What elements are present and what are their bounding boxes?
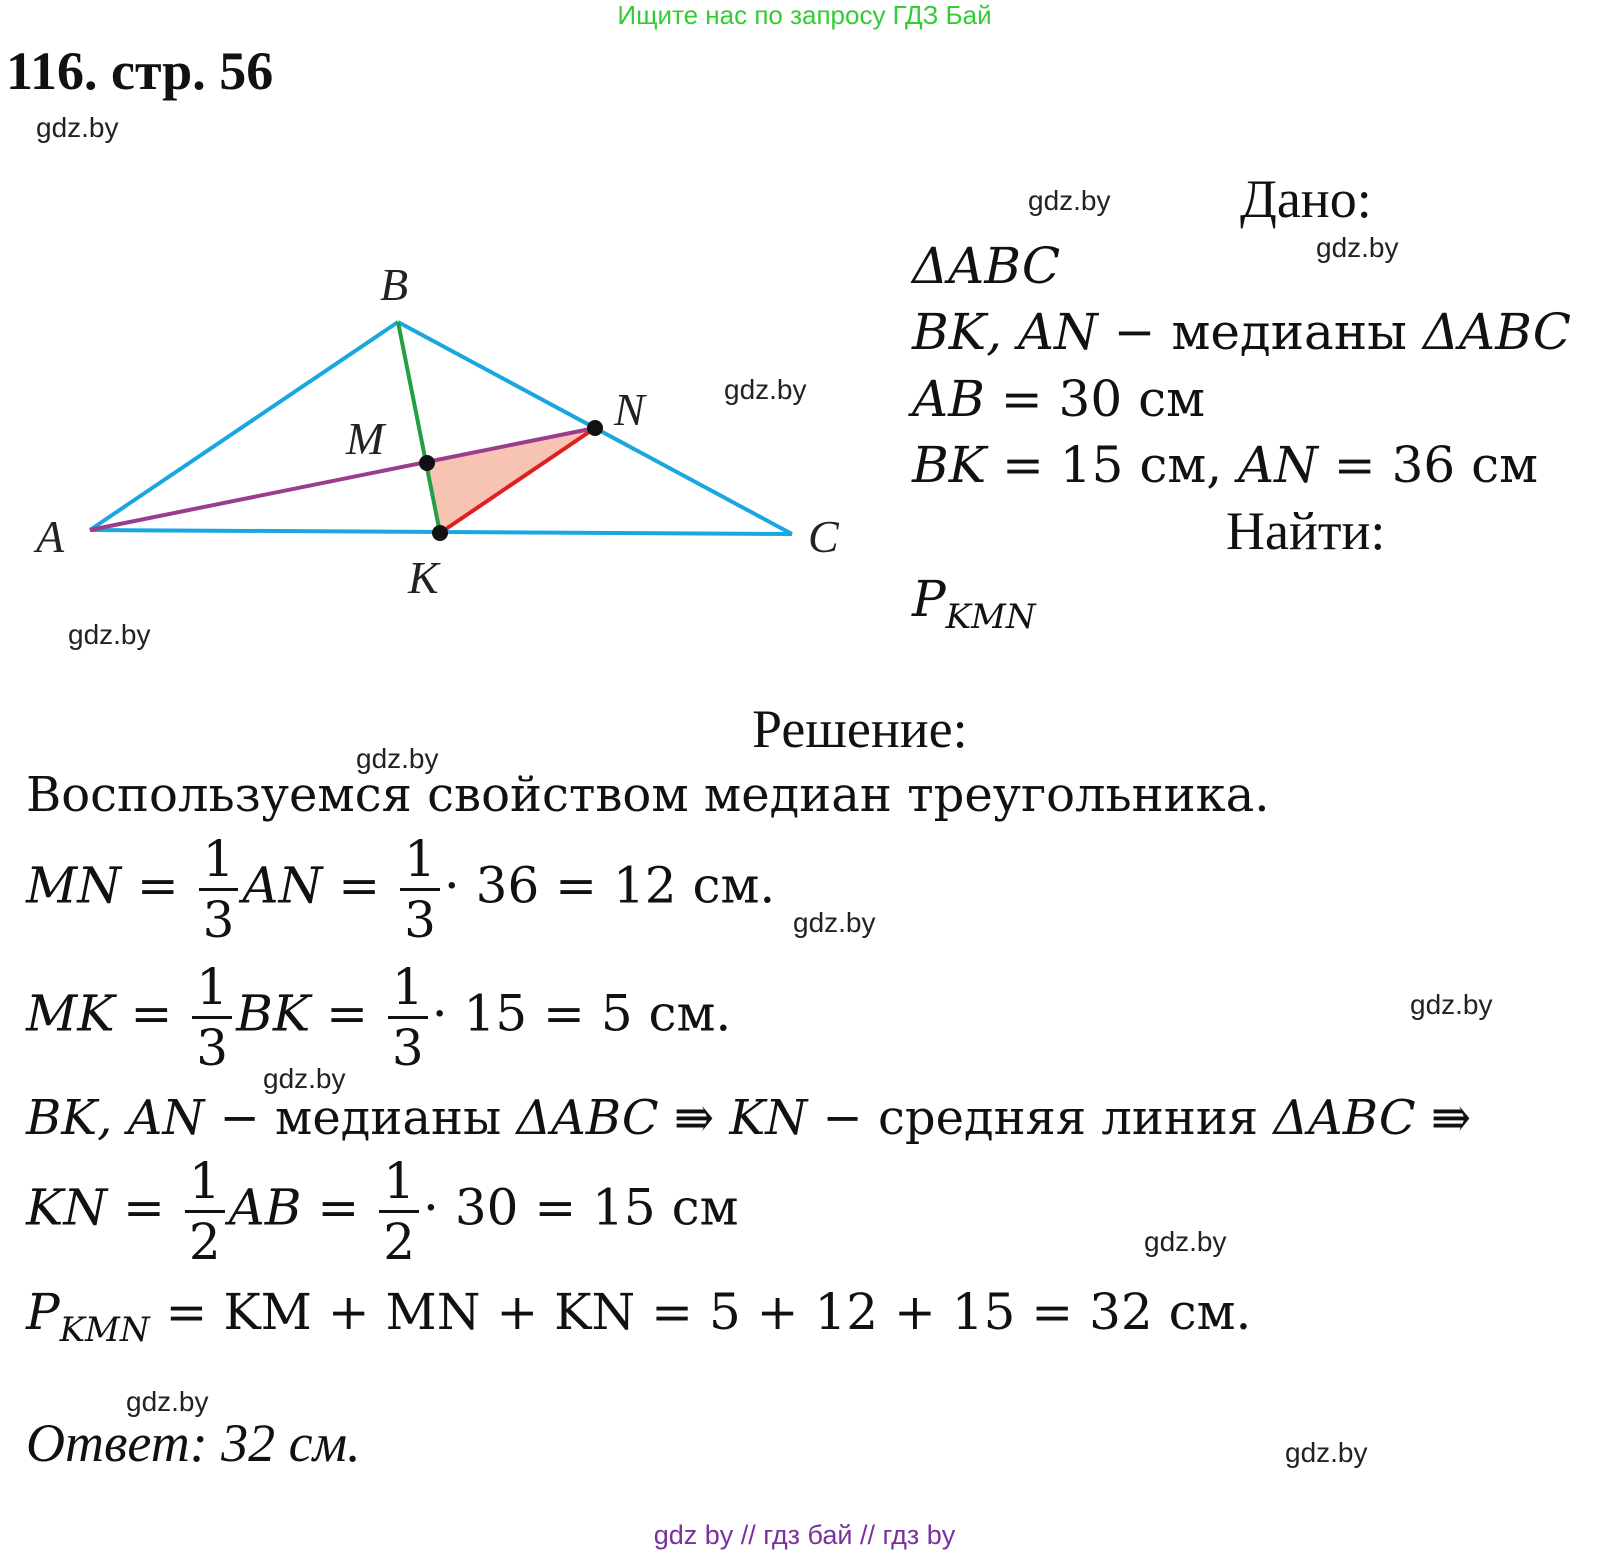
- given-line-3: [912, 370, 1205, 428]
- watermark: gdz.by: [263, 1063, 346, 1094]
- fraction-num: 1: [379, 1156, 419, 1213]
- given-ab-value: = 30 см: [1000, 370, 1205, 428]
- fraction-num: 1: [388, 962, 428, 1019]
- fraction-den: 3: [404, 891, 436, 949]
- eq2-equals: =: [326, 984, 369, 1043]
- given-medians-vars: BK, AN: [912, 303, 1098, 361]
- find-heading: Найти:: [1226, 501, 1386, 561]
- eq4-var: AB: [228, 1178, 302, 1237]
- fraction-num: 1: [199, 834, 239, 891]
- label-c: C: [808, 511, 839, 562]
- line3-vars: BK, AN: [26, 1090, 205, 1146]
- implies-arrow: ⇛: [1430, 1090, 1472, 1146]
- solution-heading: Решение:: [752, 699, 968, 759]
- eq5-sub: KMN: [59, 1310, 150, 1350]
- given-medians-text: − медианы: [1113, 303, 1407, 361]
- footer-links[interactable]: gdz by // гдз бай // гдз by: [653, 1520, 956, 1550]
- eq1-rest: · 36 = 12 см.: [443, 856, 776, 915]
- label-b: B: [380, 259, 409, 310]
- eq1-var: AN: [242, 856, 323, 915]
- label-n: N: [614, 384, 645, 435]
- eq2-rest: · 15 = 5 см.: [431, 984, 732, 1043]
- fraction-num: 1: [185, 1156, 225, 1213]
- given-triangle: ΔABC: [912, 237, 1061, 295]
- given-line-1: [912, 237, 1060, 295]
- line3-triangle-2: ΔABC: [1273, 1090, 1416, 1146]
- fraction-num: 1: [400, 834, 440, 891]
- watermark: gdz.by: [1144, 1226, 1227, 1257]
- watermark: gdz.by: [36, 112, 119, 143]
- find-p: P: [912, 570, 946, 628]
- eq4-rest: · 30 = 15 см: [423, 1178, 739, 1237]
- watermark: gdz.by: [356, 743, 439, 774]
- watermark: gdz.by: [793, 907, 876, 938]
- label-k: K: [408, 552, 439, 603]
- fraction-den: 2: [188, 1213, 221, 1271]
- eq4-lhs: KN: [26, 1178, 108, 1237]
- watermark: gdz.by: [1316, 232, 1399, 263]
- fraction: [192, 958, 232, 1077]
- line3-text-1: − медианы: [219, 1090, 502, 1146]
- perimeter-equation: [26, 1283, 1251, 1350]
- given-an-var: AN: [1238, 436, 1318, 494]
- line3-text-2: − средняя линия: [822, 1090, 1259, 1146]
- point-k: [432, 525, 448, 541]
- watermark: gdz.by: [126, 1386, 209, 1417]
- find-sub: KMN: [945, 597, 1036, 637]
- given-medians-triangle: ΔABC: [1422, 303, 1572, 361]
- task-title: 116. стр. 56: [6, 41, 274, 101]
- line3-triangle-1: ΔABC: [516, 1090, 659, 1146]
- eq2-equals: =: [130, 984, 173, 1043]
- given-ab-var: AB: [912, 370, 985, 428]
- label-m: M: [346, 413, 385, 464]
- fraction-den: 3: [202, 891, 235, 949]
- line3-kn: KN: [729, 1090, 808, 1146]
- fraction-den: 3: [196, 1019, 229, 1077]
- solution-intro: Воспользуемся свойством медиан треугольника.: [26, 767, 1270, 823]
- given-line-2: [912, 303, 1571, 361]
- watermark: gdz.by: [68, 619, 151, 650]
- watermark: gdz.by: [724, 374, 807, 405]
- midline-statement: [26, 1090, 1471, 1146]
- eq1-equals: =: [136, 856, 179, 915]
- label-a: A: [36, 511, 65, 562]
- find-target: [912, 570, 1036, 637]
- eq1-equals: =: [338, 856, 381, 915]
- median-bk: [398, 322, 440, 533]
- watermark: gdz.by: [1285, 1437, 1368, 1468]
- triangle-figure: [0, 240, 880, 620]
- eq4-equals: =: [123, 1178, 165, 1237]
- equation-mn: [26, 830, 776, 949]
- fraction-den: 2: [383, 1213, 416, 1271]
- given-line-4: [912, 436, 1538, 494]
- eq2-var: BK: [236, 984, 311, 1043]
- fraction-den: 3: [391, 1019, 424, 1077]
- top-banner[interactable]: Ищите нас по запросу ГДЗ Бай: [617, 0, 992, 30]
- equation-mk: [26, 958, 732, 1077]
- watermark: gdz.by: [1410, 989, 1493, 1020]
- given-an-value: = 36 см: [1333, 436, 1538, 494]
- fraction-num: 1: [192, 962, 232, 1019]
- fraction: [379, 1152, 419, 1271]
- given-heading: Дано:: [1240, 169, 1372, 229]
- eq4-equals: =: [317, 1178, 360, 1237]
- fraction: [199, 830, 239, 949]
- fraction: [185, 1152, 225, 1271]
- point-m: [419, 455, 435, 471]
- eq2-lhs: MK: [26, 984, 115, 1043]
- eq5-p: P: [26, 1283, 60, 1341]
- watermark: gdz.by: [1028, 185, 1111, 216]
- implies-arrow: ⇛: [673, 1090, 715, 1146]
- fraction: [400, 830, 440, 949]
- eq1-lhs: MN: [26, 856, 121, 915]
- given-bk-var: BK: [912, 436, 987, 494]
- answer: Ответ: 32 см.: [26, 1413, 361, 1473]
- equation-kn: [26, 1152, 739, 1271]
- point-n: [587, 420, 603, 436]
- given-bk-value: = 15 см,: [1002, 436, 1223, 494]
- fraction: [388, 958, 428, 1077]
- eq5-expr: = KM + MN + KN = 5 + 12 + 15 = 32 см.: [165, 1283, 1252, 1341]
